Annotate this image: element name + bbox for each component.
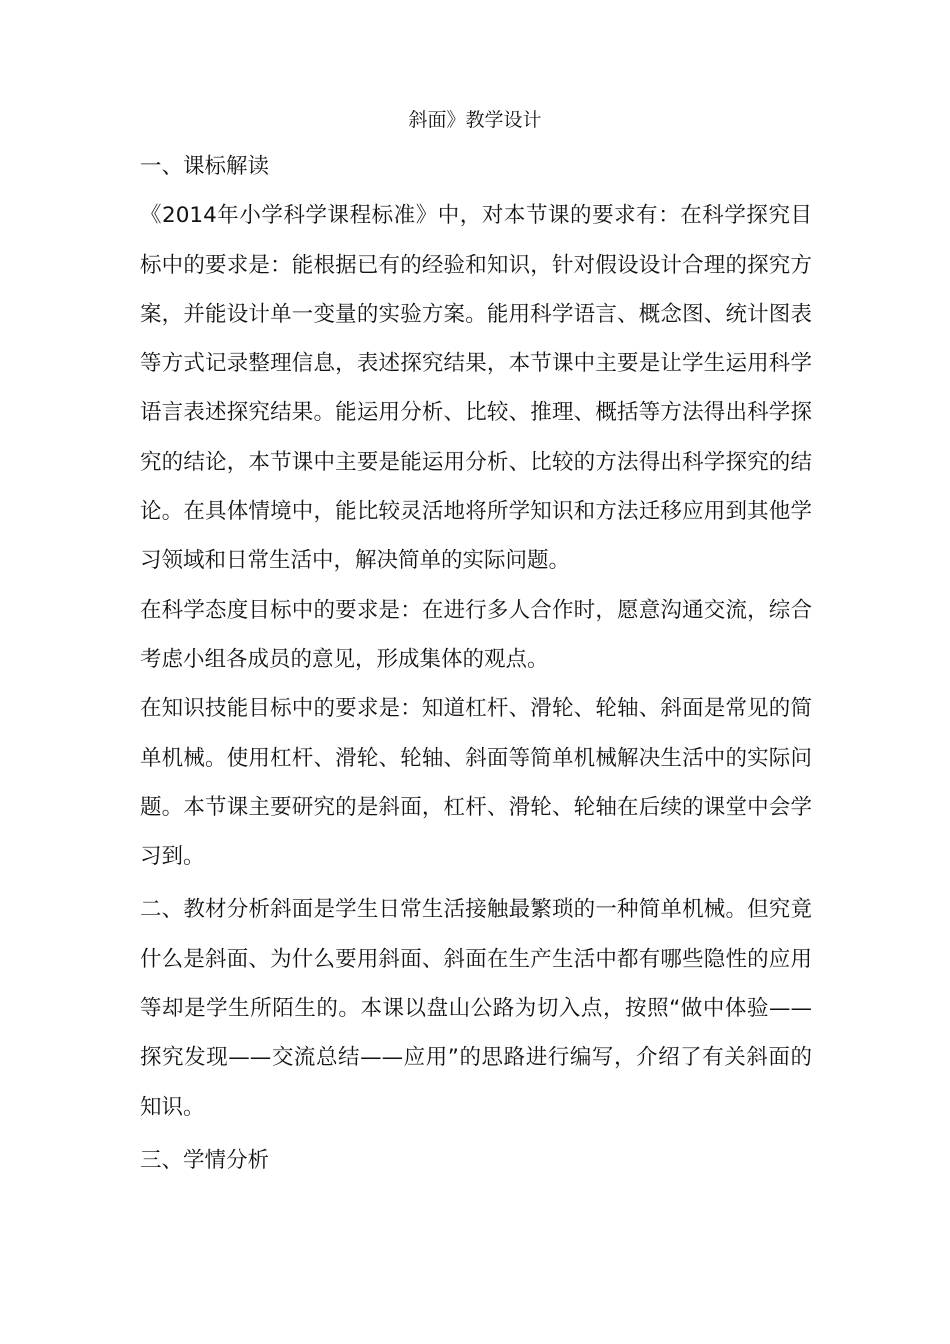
section-heading-curriculum: 一、课标解读 [140, 154, 270, 179]
paragraph-textbook-analysis: 二、教材分析斜面是学生日常生活接触最繁琐的一种简单机械。但究竟什么是斜面、为什么要用斜面、斜面在生产生活中都有哪些隐性的应用等却是学生所陌生的。本课以盘山公路为切入点，按照“做中体验——探究发现——交流总结——应用”的思路进行编写，介绍了有关斜面的知识。 [140, 897, 812, 1120]
document-title: 斜面》教学设计 [408, 109, 542, 131]
section-heading-learner-analysis: 三、学情分析 [140, 1147, 270, 1173]
paragraph-science-attitude: 在科学态度目标中的要求是：在进行多人合作时，愿意沟通交流，综合考虑小组各成员的意见，形成集体的观点。 [140, 597, 812, 672]
paragraph-knowledge-skills: 在知识技能目标中的要求是：知道杠杆、滑轮、轮轴、斜面是常见的简单机械。使用杠杆、滑轮、轮轴、斜面等简单机械解决生活中的实际问题。本节课主要研究的是斜面，杠杆、滑轮、轮轴在后续的课堂中会学习到。 [140, 696, 812, 870]
document-body [140, 142, 812, 1185]
paragraph-curriculum-standard: 《2014年小学科学课程标准》中，对本节课的要求有：在科学探究目标中的要求是：能根据已有的经验和知识，针对假设设计合理的探究方案，并能设计单一变量的实验方案。能用科学语言、概念图、统计图表等方式记录整理信息，表述探究结果，本节课中主要是让学生运用科学语言表述探究结果。能运用分析、比较、推理、概括等方法得出科学探究的结论，本节课中主要是能运用分析、比较的方法得出科学探究的结论。在具体情境中，能比较灵活地将所学知识和方法迁移应用到其他学习领域和日常生活中，解决简单的实际问题。 [140, 203, 812, 574]
